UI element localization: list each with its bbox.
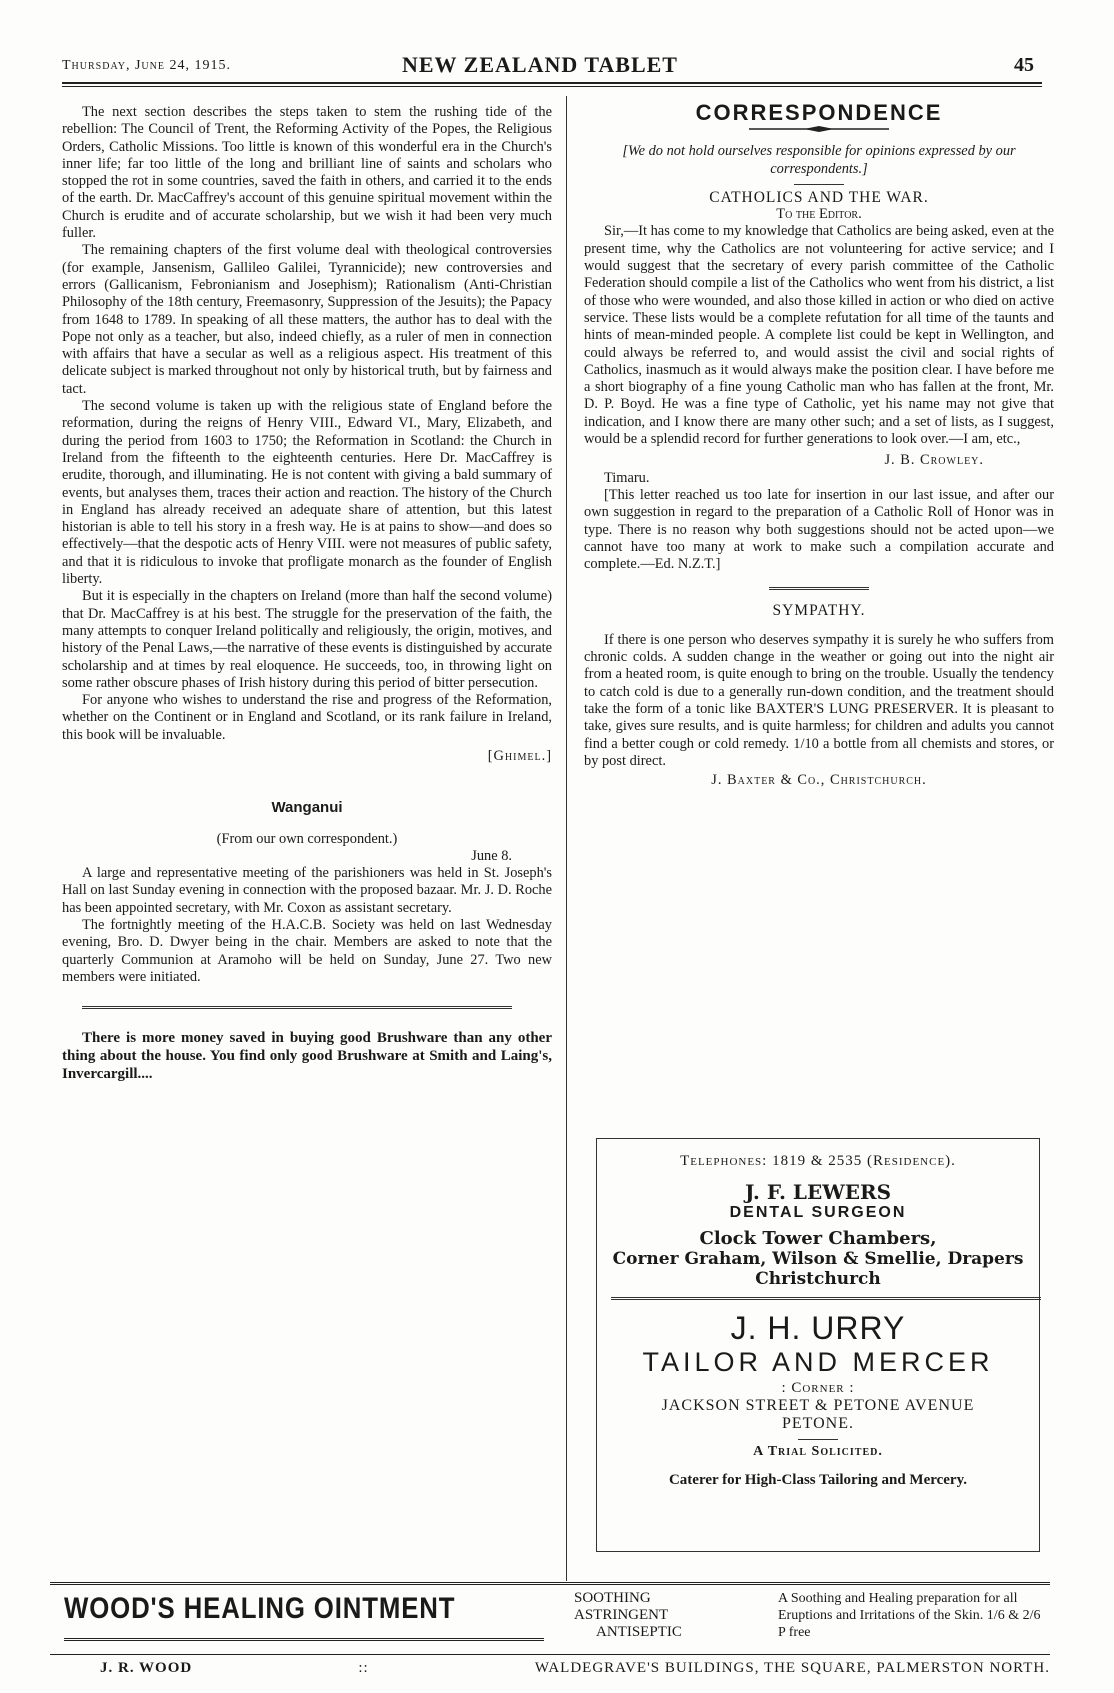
masthead-rule-thin: [62, 86, 1042, 87]
urry-trade: TAILOR AND MERCER: [642, 1347, 994, 1377]
woods-proprietor: J. R. WOOD: [100, 1660, 193, 1676]
review-paragraph: The remaining chapters of the first volume deal with theological controversies (for example, Jansenism, Gallileo Galilei, Tyrannicide); new controversies and errors (Gallicanism, Febronianism and Josephism); Rationalism (Anti-Christian Philosophy of the 18th century, Freemasonry, Suppression of the Jesuits); the Papacy from 1648 to 1789. In speaking of all these matters, the author has to deal with the Pope not only as a teacher, but also, indeed chiefly, as a ruler of men in connection with affairs that have a secular as well as a religious aspect. His treatment of this delicate subject is marked throughout not only by historical truth, but by fairness and tact.: [62, 242, 552, 397]
advertisement-box: [596, 1138, 1040, 1552]
wanganui-date: June 8.: [471, 847, 512, 864]
footer-rule: [50, 1654, 1050, 1655]
brushware-ad: There is more money saved in buying good Brushware than any other thing about the house. You find only good Brushware at Smith and Laing's, Invercargill....: [62, 1030, 552, 1083]
bottom-rule: [50, 1582, 1050, 1587]
section-rule: [82, 1006, 512, 1011]
letter-title: CATHOLICS AND THE WAR.: [709, 188, 929, 206]
lewers-address-line1: Clock Tower Chambers,: [699, 1228, 937, 1249]
lewers-name: J. F. LEWERS: [744, 1180, 892, 1204]
woods-ointment-title: WOOD'S HEALING OINTMENT: [64, 1592, 456, 1625]
sympathy-title: SYMPATHY.: [772, 602, 866, 620]
quality-soothing: SOOTHING: [574, 1590, 651, 1606]
masthead: [62, 52, 1042, 78]
woods-title-rule: [64, 1638, 544, 1643]
quality-antiseptic: ANTISEPTIC: [596, 1624, 682, 1640]
wanganui-byline: (From our own correspondent.): [216, 830, 398, 847]
letter-body: Sir,—It has come to my knowledge that Catholics are being asked, even at the present time, why the Catholics are not volunteering for active service; and I would suggest that the secretary of every parish committee of the Catholic Federation should compile a list of the Catholics who went from his district, a list of those who were wounded, and also those killed in action or who died on active service. These lists would be a complete refutation for all time of the taunts and hints of mean-minded people. A complete list could be kept in Wellington, and could always be referred to, and would assist the civil and social rights of Catholics, inasmuch as it would always make the position clear. I have before me a short biography of a fine young Catholic man who has fallen at the front, Mr. D. P. Boyd. He was a fine type of Catholic, yet his name may not give that indication, and I know there are many other such; and a set of lists, as I suggest, would be a splendid record for further generations to look over.—I am, etc.,: [584, 223, 1054, 448]
woods-footer: [60, 1660, 1050, 1677]
editor-note: [This letter reached us too late for insertion in our last issue, and after our own suggestion in regard to the preparation of a Catholic Roll of Honor was in type. There is no reason why both suggestions should not be acted upon—we cannot have too many at work to make such a compilation accurate and complete.—Ed. N.Z.T.]: [584, 486, 1054, 573]
letter-place: Timaru.: [604, 469, 650, 486]
right-column: [584, 100, 1054, 789]
review-signature: [Ghimel.]: [487, 747, 552, 764]
sympathy-signature: J. Baxter & Co., Christchurch.: [711, 772, 927, 789]
review-paragraph: For anyone who wishes to understand the rise and progress of the Reformation, whether on the Continent or in England and Scotland, or its rank failure in Ireland, this book will be invaluable.: [62, 692, 552, 743]
urry-town: PETONE.: [781, 1415, 855, 1432]
wanganui-paragraph: The fortnightly meeting of the H.A.C.B. Society was held on last Wednesday evening, Bro. D. Dwyer being in the chair. Members are asked to note that the quarterly Communion at Aramoho will be held on Sunday, June 27. Two new members were initiated.: [62, 917, 552, 985]
urry-corner: : Corner :: [781, 1380, 855, 1396]
column-divider: [566, 96, 567, 1581]
letter-signature: J. B. Crowley.: [884, 452, 984, 469]
ad-divider: [611, 1297, 1041, 1302]
urry-slogan: Caterer for High-Class Tailoring and Mercery.: [668, 1472, 968, 1488]
ornament-rule-icon: [744, 125, 894, 133]
review-paragraph: The next section describes the steps taken to stem the rushing tide of the rebellion: The Council of Trent, the Reforming Activity of the Popes, the Religious Orders, Catholic Missions. Too little is known of this wonderful era in the Church's inner life; far too little of the long and brilliant line of saints and scholars who stopped the rot in some countries, saved the faith in others, and carried it to the ends of the earth. Dr. MacCaffrey's account of this genuine spiritual movement within the Church is erudite and of accurate scholarship, but we wish it had been very much fuller.: [62, 104, 552, 242]
section-rule: [769, 587, 869, 592]
short-rule: [798, 1439, 838, 1440]
quality-astringent: ASTRINGENT: [574, 1607, 669, 1623]
page-number: 45: [1014, 54, 1034, 76]
left-column: [62, 104, 552, 1083]
review-paragraph: The second volume is taken up with the religious state of England before the reformation, during the reigns of Henry VIII., Edward VI., Mary, Elizabeth, and during the period from 1603 to 1750; the Reformation in Scotland: the Church in Ireland from the fifteenth to the eighteenth centuries. Here Dr. MacCaffrey is erudite, thorough, and illuminating. He is not content with giving a bald summary of events, but analyses them, traces their action and reaction. The history of the Church in England has already received an adequate share of attention, but this latest historian is able to tell his story in a fresh way. He is at pains to show—and does so effectively—that the despotic acts of Henry VIII. were not measures of public safety, and that it is ridiculous to invoke that profligate monarch as the founder of English liberty.: [62, 398, 552, 588]
sympathy-body: If there is one person who deserves sympathy it is surely he who suffers from chronic colds. A sudden change in the weather or going out into the night air from a heated room, is quite enough to bring on the trouble. Usually the tendency to catch cold is due to a generally run-down condition, and the treatment should take the form of a tonic like BAXTER'S LUNG PRESERVER. It is pleasant to take, gives sure results, and is quite harmless; for children and adults you cannot find a better cough or cold remedy. 1/10 a bottle from all chemists and stores, or by post direct.: [584, 631, 1054, 769]
issue-date: Thursday, June 24, 1915.: [62, 58, 231, 73]
urry-address: JACKSON STREET & PETONE AVENUE: [661, 1397, 975, 1414]
newspaper-title: NEW ZEALAND TABLET: [402, 52, 678, 77]
lewers-profession: DENTAL SURGEON: [729, 1204, 907, 1221]
correspondence-title: CORRESPONDENCE: [695, 100, 943, 125]
short-rule: [794, 184, 844, 185]
correspondence-disclaimer: [We do not hold ourselves responsible for opinions expressed by our correspondents.]: [622, 143, 1016, 177]
woods-qualities: [574, 1590, 682, 1641]
footer-separator: ::: [358, 1660, 369, 1676]
wanganui-heading: Wanganui: [271, 799, 343, 817]
lewers-telephones: Telephones: 1819 & 2535 (Residence).: [680, 1153, 956, 1169]
woods-address: WALDEGRAVE'S BUILDINGS, THE SQUARE, PALMERSTON NORTH.: [534, 1660, 1050, 1676]
lewers-address-line2: Corner Graham, Wilson & Smellie, Drapers: [612, 1249, 1024, 1269]
urry-name: J. H. URRY: [730, 1310, 906, 1346]
lewers-address-line3: Christchurch: [755, 1269, 881, 1289]
wanganui-paragraph: A large and representative meeting of the parishioners was held in St. Joseph's Hall on last Sunday evening in connection with the proposed bazaar. Mr. J. D. Roche has been appointed secretary, with Mr. Coxon as assistant secretary.: [62, 865, 552, 916]
review-paragraph: But it is especially in the chapters on Ireland (more than half the second volume) that Dr. MacCaffrey is at his best. The struggle for the preservation of the faith, the many attempts to conquer Ireland politically and religiously, the origin, motives, and history of the Penal Laws,—the narrative of these events is distinguished by accurate scholarship and at times by real eloquence. He succeeds, too, in throwing light on some rather obscure phases of Irish history during this period of bitter persecution.: [62, 588, 552, 691]
woods-description: A Soothing and Healing preparation for all Eruptions and Irritations of the Skin. 1/6 & 2/6 P free: [778, 1591, 1041, 1640]
letter-salutation: To the Editor.: [776, 206, 862, 223]
masthead-rule: [62, 82, 1042, 84]
urry-trial: A Trial Solicited.: [753, 1444, 883, 1459]
